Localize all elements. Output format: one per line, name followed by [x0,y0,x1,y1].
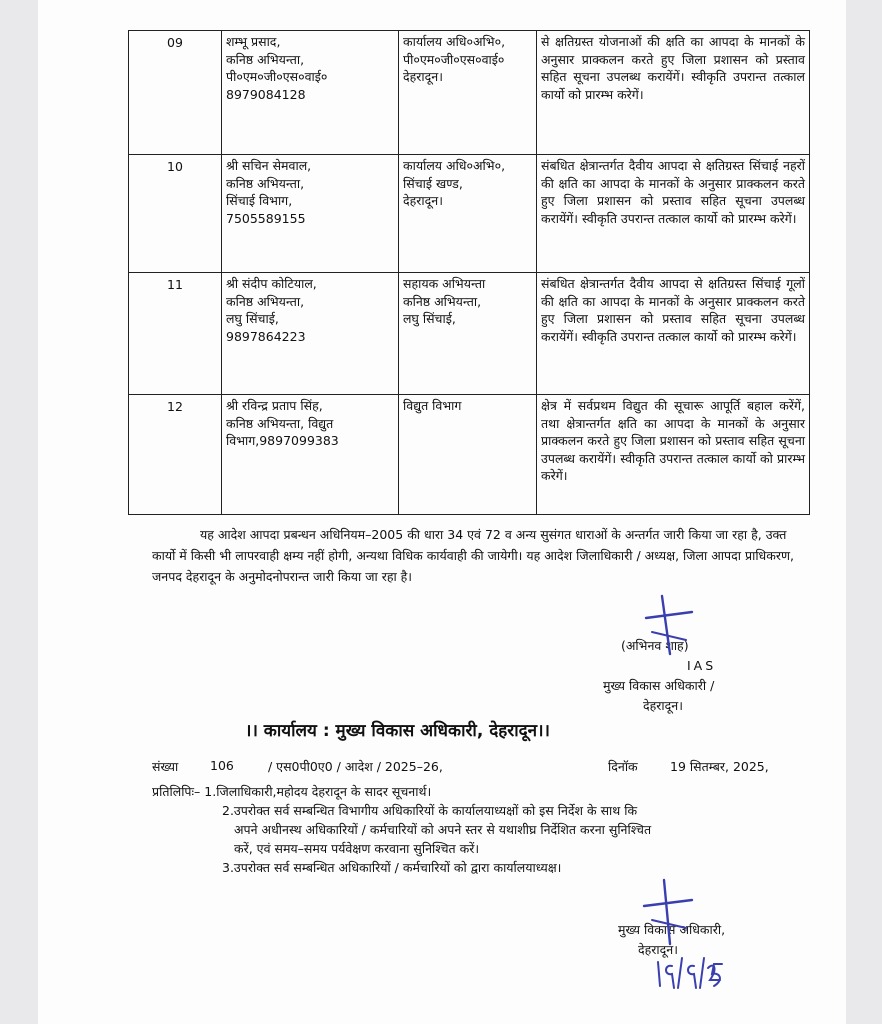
office-heading: ।। कार्यालय : मुख्य विकास अधिकारी, देहरादून।। [245,721,550,741]
reference-line [152,758,812,778]
action-details: संबधित क्षेत्रान्तर्गत दैवीय आपदा से क्षतिग्रस्त सिंचाई नहरों की क्षति का आपदा के मानकों के अनुसार प्राक्कलन करते हुए जिला प्रशासन को प्रस्ताव सहित सूचना उपलब्ध करायेंगें। स्वीकृति उपरान्त तत्काल कार्यो को प्रारम्भ करेगें। [537,155,810,273]
signatory-name: (अभिनव शाह) [621,638,689,653]
office-details: कार्यालय अधि०अभि०, पी०एम०जी०एस०वाई० देहरादून। [399,31,537,155]
date-stroke [666,966,674,988]
list-item: अपने अधीनस्थ अधिकारियों / कर्मचारियों को अपने स्तर से यथाशीघ्र निर्देशित करना सुनिश्चित [234,822,652,837]
date-stroke [678,958,682,988]
issue-date: 19 सितम्बर, 2025, [670,759,769,774]
table-row [129,31,810,155]
serial-number: 09 [129,31,222,155]
signatory-designation: मुख्य विकास अधिकारी, [618,922,726,937]
table-row [129,395,810,515]
date-stroke [688,966,696,988]
office-details: विद्युत विभाग [399,395,537,515]
date-label: दिनॉक [608,759,638,774]
action-details: क्षेत्र में सर्वप्रथम विद्युत की सूचारू आपूर्ति बहाल करेंगें, तथा क्षेत्रान्तर्गत क्षति का आपदा के मानकों के अनुसार प्राक्कलन करते हुए जिला प्रशासन को प्रस्ताव सहित सूचना उपलब्ध करायेंगें। स्वीकृति उपरान्त तत्काल कार्यो को प्रारम्भ करेगें। [537,395,810,515]
list-item: 2.उपरोक्त सर्व सम्बन्धित विभागीय अधिकारियों के कार्यालयाध्यक्षों को इस निर्देश के साथ कि [222,803,638,818]
office-details: कार्यालय अधि०अभि०, सिंचाई खण्ड, देहरादून। [399,155,537,273]
signatory-service: IAS [687,658,717,673]
order-paragraph [152,524,810,587]
list-item: 3.उपरोक्त सर्व सम्बन्धित अधिकारियों / कर्मचारियों को द्वारा कार्यालयाध्यक्ष। [222,860,562,875]
copy-to-section [152,782,812,877]
serial-number: 10 [129,155,222,273]
date-stroke [700,958,704,988]
date-stroke [658,962,660,986]
list-item: करें, एवं समय–समय पर्यवेक्षण करवाना सुनिश्चित करें। [234,841,480,856]
table-row [129,273,810,395]
signature-stroke [644,900,692,906]
serial-number: 11 [129,273,222,395]
signature-stroke [646,612,692,618]
officer-table [128,30,810,515]
handwritten-date [652,952,726,992]
signatory-place: देहरादून। [643,698,683,713]
table-row [129,155,810,273]
officer-details: श्री रविन्द्र प्रताप सिंह, कनिष्ठ अभियन्ता, विद्युत विभाग,9897099383 [222,395,399,515]
officer-details: श्री संदीप कोटियाल, कनिष्ठ अभियन्ता, लघु सिंचाई, 9897864223 [222,273,399,395]
reference-label: संख्या [152,759,179,774]
action-details: संबधित क्षेत्रान्तर्गत दैवीय आपदा से क्षतिग्रस्त सिंचाई गूलों की क्षति का आपदा के मानकों के अनुसार प्राक्कलन करते हुए जिला प्रशासन को प्रस्ताव सहित सूचना उपलब्ध करायेंगें। स्वीकृति उपरान्त तत्काल कार्यो को प्रारम्भ करेगें। [537,273,810,395]
reference-number: 106 [210,758,234,773]
serial-number: 12 [129,395,222,515]
officer-details: श्री सचिन सेमवाल, कनिष्ठ अभियन्ता, सिंचाई विभाग, 7505589155 [222,155,399,273]
signature-stroke [664,880,670,944]
action-details: से क्षतिग्रस्त योजनाओं की क्षति का आपदा के मानकों के अनुसार प्राक्कलन करते हुए जिला प्रशासन को प्रस्ताव सहित सूचना उपलब्ध करायेंगें। स्वीकृति उपरान्त तत्काल कार्यो को प्रारम्भ करेगें। [537,31,810,155]
signatory-place: देहरादून। [638,942,678,957]
officer-details: शम्भू प्रसाद, कनिष्ठ अभियन्ता, पी०एम०जी०एस०वाई० 8979084128 [222,31,399,155]
signatory-designation: मुख्य विकास अधिकारी / [603,678,715,693]
list-item: प्रतिलिपिः– 1.जिलाधिकारी,महोदय देहरादून के सादर सूचनार्थ। [152,784,432,799]
office-details: सहायक अभियन्ता कनिष्ठ अभियन्ता, लघु सिंचाई, [399,273,537,395]
signature-stroke [662,596,670,654]
reference-code: / एस0पी0ए0 / आदेश / 2025–26, [268,759,443,774]
handwritten-signature-1 [640,592,700,662]
handwritten-signature-2 [638,876,698,948]
copy-to-label: प्रतिलिपिः– [152,784,201,799]
signature-block-1 [603,636,803,716]
order-text: यह आदेश आपदा प्रबन्धन अधिनियम–2005 की धारा 34 एवं 72 व अन्य सुसंगत धाराओं के अन्तर्गत जारी किया जा रहा है, उक्त कार्यो में किसी भी लापरवाही क्षम्य नहीं होगी, अन्यथा विधिक कार्यवाही की जायेगी। यह आदेश जिलाधिकारी / अध्यक्ष, जिला आपदा प्राधिकरण, जनपद देहरादून के अनुमोदनोपरान्त जारी किया जा रहा है। [152,527,794,584]
